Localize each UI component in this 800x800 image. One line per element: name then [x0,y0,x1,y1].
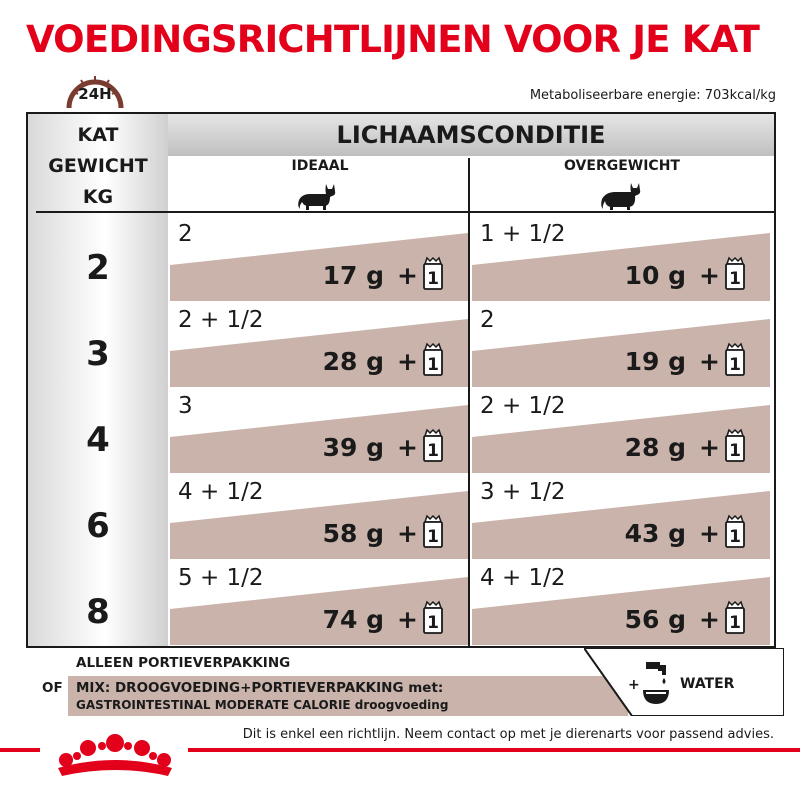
plus-sign: + [699,433,720,462]
pouch-count: 2 + 1/2 [480,393,566,419]
dry-food-grams: 74 g [322,605,384,634]
plus-sign: + [397,519,418,548]
portion-cell-ideaal [170,473,468,559]
dry-food-grams: 43 g [624,519,686,548]
pouch-icon-count: 1 [427,613,439,633]
water-label: WATER [680,676,735,692]
weight-header-line: KAT [77,124,119,146]
column-divider [468,158,470,646]
note-pouch-only: ALLEEN PORTIEVERPAKKING [76,655,291,671]
portion-cell-overgewicht [472,473,770,559]
pouch-count: 5 + 1/2 [178,565,264,591]
pouch-icon-count: 1 [427,441,439,461]
portion-cell-ideaal [170,215,468,301]
pouch-count: 2 [480,307,495,333]
pouch-icon-count: 1 [729,441,741,461]
pouch-icon-count: 1 [427,269,439,289]
weight-value: 3 [86,334,110,374]
pouch-count: 3 [178,393,193,419]
column-header-ideaal: IDEAAL [291,158,349,174]
water-bowl-icon [640,660,672,708]
plus-sign: + [699,347,720,376]
disclaimer: Dit is enkel een richtlijn. Neem contact op met je dierenarts voor passend advies. [242,727,774,742]
pouch-icon [724,514,746,548]
dry-food-grams: 28 g [322,347,384,376]
note-mix: MIX: DROOGVOEDING+PORTIEVERPAKKING met: [76,680,444,696]
pouch-icon [724,342,746,376]
dry-food-grams: 56 g [624,605,686,634]
clock-label: 24H [78,85,112,103]
dry-food-grams: 39 g [322,433,384,462]
header-divider [36,211,774,213]
portion-cell-overgewicht [472,387,770,473]
pouch-count: 2 [178,221,193,247]
pouch-icon [724,428,746,462]
pouch-icon-count: 1 [729,613,741,633]
pouch-icon [724,256,746,290]
pouch-icon [422,342,444,376]
weight-column [28,114,168,646]
feeding-table [26,112,776,648]
portion-cell-ideaal [170,301,468,387]
pouch-count: 2 + 1/2 [178,307,264,333]
pouch-icon [422,600,444,634]
column-header-overgewicht: OVERGEWICHT [564,158,680,174]
pouch-icon-count: 1 [729,269,741,289]
pouch-icon-count: 1 [427,527,439,547]
clock-24h-icon [62,68,128,116]
pouch-icon [422,256,444,290]
portion-cell-ideaal [170,559,468,645]
plus-sign: + [397,261,418,290]
note-or: OF [42,680,63,696]
plus-sign: + [699,261,720,290]
plus-sign: + [397,347,418,376]
weight-value: 4 [86,420,110,460]
dry-food-grams: 58 g [322,519,384,548]
pouch-count: 4 + 1/2 [480,565,566,591]
pouch-icon-count: 1 [427,355,439,375]
plus-sign: + [699,519,720,548]
dry-food-grams: 19 g [624,347,686,376]
cat-icon [600,180,646,210]
weight-header-line: KG [82,186,114,208]
pouch-count: 3 + 1/2 [480,479,566,505]
weight-value: 2 [86,248,110,288]
page-title: VOEDINGSRICHTLIJNEN VOOR JE KAT [26,18,760,61]
pouch-icon-count: 1 [729,355,741,375]
note-dry-food: GASTROINTESTINAL MODERATE CALORIE droogvoeding [76,698,449,712]
dry-food-grams: 28 g [624,433,686,462]
plus-sign: + [699,605,720,634]
energy-info: Metaboliseerbare energie: 703kcal/kg [529,88,776,103]
plus-sign: + [397,433,418,462]
royal-canin-crown-icon [52,730,178,782]
weight-header [28,120,168,213]
portion-cell-overgewicht [472,215,770,301]
water-plus: + [628,677,640,693]
pouch-icon [724,600,746,634]
weight-value: 6 [86,506,110,546]
cat-icon [296,180,342,210]
condition-header: LICHAAMSCONDITIE [168,114,774,156]
pouch-count: 1 + 1/2 [480,221,566,247]
portion-cell-overgewicht [472,559,770,645]
pouch-icon-count: 1 [729,527,741,547]
pouch-icon [422,428,444,462]
plus-sign: + [397,605,418,634]
weight-header-line: GEWICHT [48,155,148,177]
portion-cell-ideaal [170,387,468,473]
dry-food-grams: 10 g [624,261,686,290]
pouch-count: 4 + 1/2 [178,479,264,505]
dry-food-grams: 17 g [322,261,384,290]
portion-cell-overgewicht [472,301,770,387]
pouch-icon [422,514,444,548]
weight-value: 8 [86,592,110,632]
